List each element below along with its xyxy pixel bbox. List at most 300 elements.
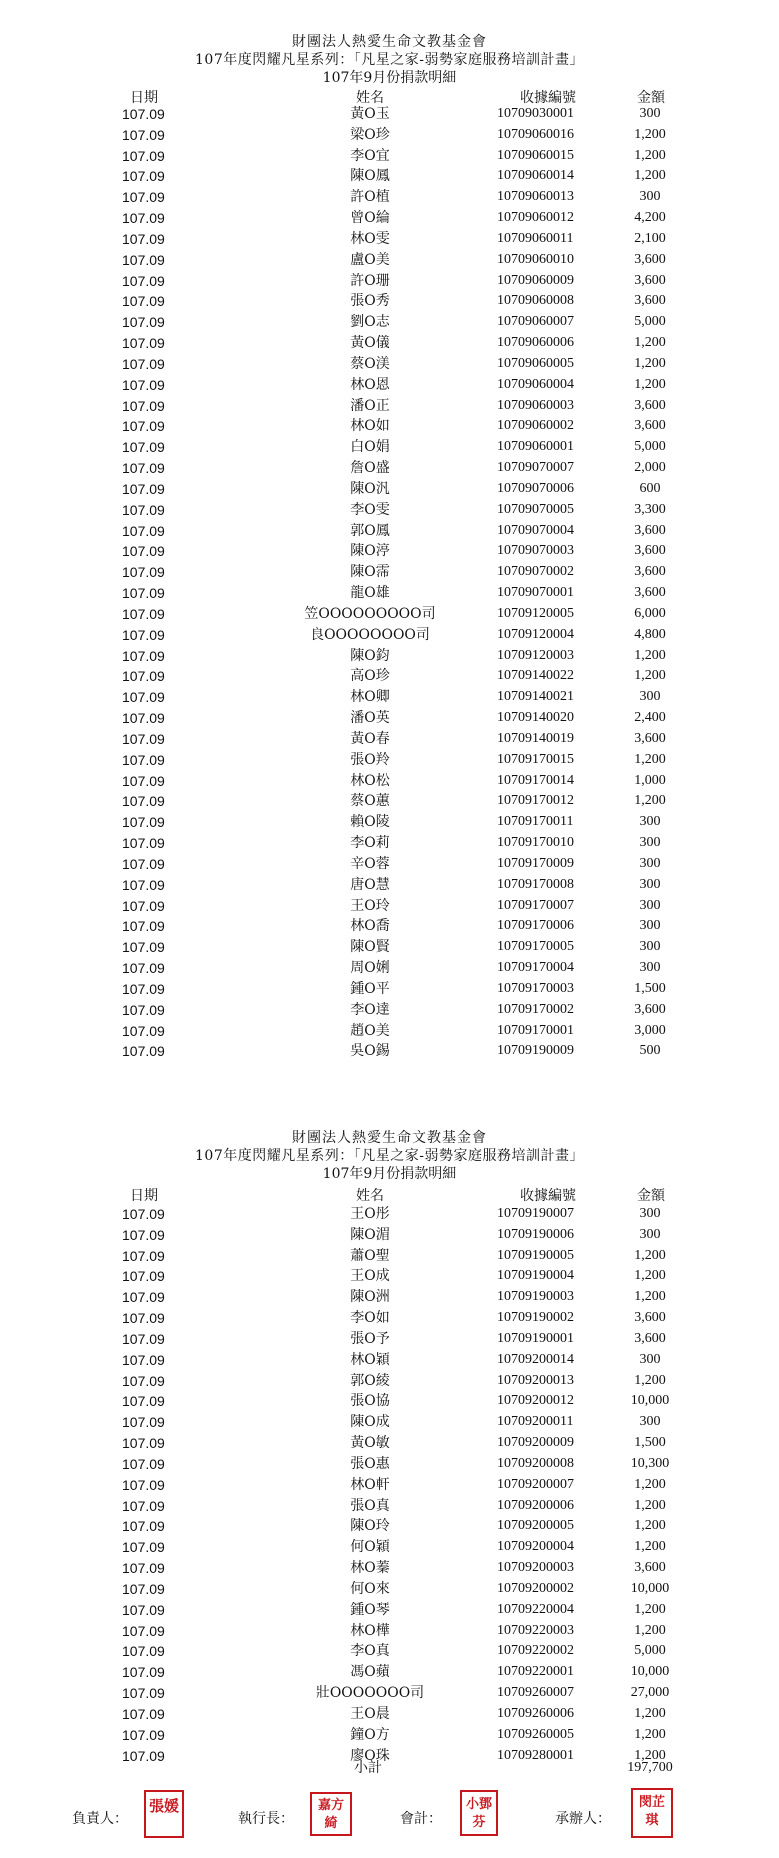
row-receipt: 10709170015 (497, 751, 574, 767)
table-row (0, 812, 779, 833)
table-row (0, 521, 779, 542)
row-date: 107.09 (122, 793, 165, 810)
row-receipt: 10709190007 (497, 1206, 574, 1221)
row-receipt: 10709260006 (497, 1705, 574, 1721)
row-amount: 300 (639, 939, 661, 955)
row-date: 107.09 (122, 1643, 165, 1660)
row-name: 林O樺 (350, 1622, 390, 1639)
row-amount: 4,800 (634, 626, 666, 642)
table-row (0, 1641, 779, 1662)
row-amount: 300 (639, 835, 661, 851)
row-amount: 3,600 (634, 1560, 666, 1576)
row-date: 107.09 (122, 1351, 165, 1368)
row-name: 許O植 (350, 189, 390, 206)
row-name: 詹O盛 (350, 460, 390, 477)
row-receipt: 10709060007 (497, 314, 574, 330)
row-name: 李O真 (350, 1643, 390, 1660)
row-amount: 300 (639, 1351, 661, 1367)
table-row (0, 416, 779, 437)
org-title-2: 財團法人熱愛生命文教基金會 (292, 1130, 487, 1146)
row-date: 107.09 (122, 418, 165, 435)
row-name: 郭O鳳 (350, 522, 390, 539)
row-name: 黃O儀 (350, 335, 390, 352)
row-receipt: 10709060010 (497, 251, 574, 267)
row-receipt: 10709200006 (497, 1497, 574, 1513)
row-receipt: 10709070001 (497, 585, 574, 601)
row-amount: 3,300 (634, 501, 666, 517)
header-date: 日期 (130, 1188, 158, 1204)
header-amount: 金額 (637, 90, 665, 106)
series-title: 107年度閃耀凡星系列：「凡星之家-弱勢家庭服務培訓計畫」 (195, 52, 584, 68)
row-receipt: 10709190004 (497, 1268, 574, 1284)
row-name: 鍾O琴 (350, 1601, 390, 1618)
row-amount: 1,200 (634, 376, 666, 392)
row-receipt: 10709170012 (497, 793, 574, 809)
row-receipt: 10709120004 (497, 626, 574, 642)
table-row (0, 916, 779, 937)
row-date: 107.09 (122, 1247, 165, 1264)
row-name: 潘O正 (350, 397, 390, 414)
subtotal-label: 小計 (354, 1760, 382, 1776)
row-amount: 1,200 (634, 1247, 666, 1263)
row-amount: 2,000 (634, 460, 666, 476)
row-date: 107.09 (122, 106, 165, 122)
row-receipt: 10709060009 (497, 272, 574, 288)
row-receipt: 10709200013 (497, 1372, 574, 1388)
row-name: 鍾O平 (350, 980, 390, 997)
row-receipt: 10709190001 (497, 1330, 574, 1346)
row-name: 陳O渟 (350, 543, 390, 560)
signature-label: 負責人： (72, 1811, 128, 1827)
row-amount: 3,600 (634, 251, 666, 267)
row-amount: 1,500 (634, 1435, 666, 1451)
row-receipt: 10709280001 (497, 1747, 574, 1763)
row-date: 107.09 (122, 147, 165, 164)
row-amount: 10,000 (630, 1393, 670, 1409)
row-name: 曾O綸 (350, 210, 390, 227)
row-date: 107.09 (122, 1560, 165, 1577)
row-receipt: 10709260007 (497, 1685, 574, 1701)
row-receipt: 10709030001 (497, 106, 574, 121)
row-receipt: 10709070003 (497, 543, 574, 559)
row-amount: 5,000 (634, 1643, 666, 1659)
row-amount: 300 (639, 106, 661, 121)
row-name: 白O娟 (350, 439, 390, 456)
row-amount: 2,100 (634, 230, 666, 246)
row-date: 107.09 (122, 397, 165, 414)
row-receipt: 10709260005 (497, 1726, 574, 1742)
row-date: 107.09 (122, 1268, 165, 1285)
table-row (0, 1000, 779, 1021)
row-name: 王O彤 (350, 1206, 390, 1222)
row-amount: 300 (639, 876, 661, 892)
row-receipt: 10709060006 (497, 335, 574, 351)
row-receipt: 10709060005 (497, 355, 574, 371)
row-name: 黃O玉 (350, 106, 390, 122)
table-row (0, 833, 779, 854)
row-name: 林O穎 (350, 1351, 390, 1368)
row-receipt: 10709200005 (497, 1518, 574, 1534)
row-name: 鐘O方 (350, 1726, 390, 1743)
row-receipt: 10709200008 (497, 1455, 574, 1471)
row-date: 107.09 (122, 960, 165, 977)
table-row (0, 271, 779, 292)
row-receipt: 10709170003 (497, 980, 574, 996)
table-row (0, 1600, 779, 1621)
row-date: 107.09 (122, 1539, 165, 1556)
row-name: 何O來 (350, 1580, 390, 1597)
row-amount: 1,200 (634, 1539, 666, 1555)
row-date: 107.09 (122, 918, 165, 935)
table-row (0, 708, 779, 729)
row-date: 107.09 (122, 751, 165, 768)
row-amount: 300 (639, 1414, 661, 1430)
signature-block (0, 1790, 779, 1850)
row-amount: 10,000 (630, 1580, 670, 1596)
row-name: 張O協 (350, 1393, 390, 1410)
row-receipt: 10709060004 (497, 376, 574, 392)
red-seal-stamp: 嘉方綺 (310, 1792, 352, 1836)
row-receipt: 10709200014 (497, 1351, 574, 1367)
row-date: 107.09 (122, 189, 165, 206)
row-name: 盧O美 (350, 251, 390, 268)
row-amount: 27,000 (630, 1685, 670, 1701)
row-name: 張O秀 (350, 293, 390, 310)
table-row (0, 562, 779, 583)
row-date: 107.09 (122, 564, 165, 581)
row-name: 李O如 (350, 1310, 390, 1327)
table-row (0, 1496, 779, 1517)
row-date: 107.09 (122, 501, 165, 518)
table-row (0, 958, 779, 979)
row-receipt: 10709220003 (497, 1622, 574, 1638)
row-date: 107.09 (122, 1226, 165, 1243)
row-receipt: 10709120005 (497, 605, 574, 621)
row-amount: 3,600 (634, 564, 666, 580)
row-receipt: 10709220001 (497, 1664, 574, 1680)
row-receipt: 10709200007 (497, 1476, 574, 1492)
row-name: 趙O美 (350, 1022, 390, 1039)
row-date: 107.09 (122, 543, 165, 560)
row-amount: 3,000 (634, 1022, 666, 1038)
row-amount: 3,600 (634, 1330, 666, 1346)
table-row (0, 1537, 779, 1558)
row-receipt: 10709140020 (497, 710, 574, 726)
row-date: 107.09 (122, 980, 165, 997)
row-receipt: 10709060011 (497, 230, 574, 246)
row-amount: 1,200 (634, 793, 666, 809)
row-date: 107.09 (122, 480, 165, 497)
table-row (0, 646, 779, 667)
row-amount: 4,200 (634, 210, 666, 226)
table-row (0, 1412, 779, 1433)
row-receipt: 10709060015 (497, 147, 574, 163)
row-date: 107.09 (122, 1685, 165, 1702)
subtotal-value: 197,700 (627, 1760, 673, 1775)
row-name: 唐O慧 (350, 876, 390, 893)
row-receipt: 10709170009 (497, 855, 574, 871)
row-name: 林O喬 (350, 918, 390, 935)
row-receipt: 10709170005 (497, 939, 574, 955)
table-row (0, 354, 779, 375)
row-name: 辛O蓉 (350, 855, 390, 872)
table-row (0, 104, 779, 125)
row-receipt: 10709170014 (497, 772, 574, 788)
period-title: 107年9月份捐款明細 (322, 70, 457, 86)
row-name: 林O卿 (350, 689, 390, 706)
row-amount: 1,200 (634, 1601, 666, 1617)
row-name: 笠OOOOOOOOO司 (304, 605, 436, 622)
row-receipt: 10709060001 (497, 439, 574, 455)
column-header-2 (0, 1186, 779, 1206)
row-date: 107.09 (122, 855, 165, 872)
row-date: 107.09 (122, 230, 165, 247)
row-date: 107.09 (122, 210, 165, 227)
row-amount: 5,000 (634, 314, 666, 330)
red-seal-stamp: 小鄧芬 (460, 1790, 498, 1836)
row-amount: 1,200 (634, 1289, 666, 1305)
row-date: 107.09 (122, 730, 165, 747)
table-row (0, 979, 779, 1000)
row-receipt: 10709070004 (497, 522, 574, 538)
row-receipt: 10709170010 (497, 835, 574, 851)
table-row (0, 146, 779, 167)
row-receipt: 10709200009 (497, 1435, 574, 1451)
row-amount: 300 (639, 814, 661, 830)
row-date: 107.09 (122, 1726, 165, 1743)
row-date: 107.09 (122, 1435, 165, 1452)
table-row (0, 375, 779, 396)
row-amount: 3,600 (634, 730, 666, 746)
table-row (0, 1246, 779, 1267)
row-receipt: 10709200011 (497, 1414, 574, 1430)
row-date: 107.09 (122, 772, 165, 789)
row-name: 林O松 (350, 772, 390, 789)
row-name: 陳O賢 (350, 939, 390, 956)
row-amount: 3,600 (634, 272, 666, 288)
signature-label: 執行長： (238, 1811, 294, 1827)
row-name: 馮O蘋 (350, 1664, 390, 1681)
row-receipt: 10709070007 (497, 460, 574, 476)
row-name: 王O晨 (350, 1705, 390, 1722)
row-date: 107.09 (122, 1497, 165, 1514)
table-row (0, 687, 779, 708)
row-amount: 1,200 (634, 1476, 666, 1492)
row-date: 107.09 (122, 1001, 165, 1018)
row-date: 107.09 (122, 835, 165, 852)
row-name: 陳O湄 (350, 1226, 390, 1243)
row-name: 李O宜 (350, 147, 390, 164)
table-row (0, 1350, 779, 1371)
row-receipt: 10709170008 (497, 876, 574, 892)
row-name: 李O莉 (350, 835, 390, 852)
row-name: 許O珊 (350, 272, 390, 289)
row-name: 張O惠 (350, 1455, 390, 1472)
row-amount: 3,600 (634, 418, 666, 434)
row-name: 蔡O渼 (350, 355, 390, 372)
table-row (0, 1041, 779, 1062)
row-name: 龍O雄 (350, 585, 390, 602)
row-date: 107.09 (122, 1747, 165, 1764)
row-name: 廖O珠 (350, 1747, 390, 1764)
row-date: 107.09 (122, 1664, 165, 1681)
table-row (0, 1704, 779, 1725)
row-name: 陳O鳳 (350, 168, 390, 185)
row-date: 107.09 (122, 460, 165, 477)
row-amount: 3,600 (634, 585, 666, 601)
row-date: 107.09 (122, 1310, 165, 1327)
row-receipt: 10709170004 (497, 960, 574, 976)
row-amount: 10,000 (630, 1664, 670, 1680)
row-date: 107.09 (122, 1601, 165, 1618)
row-date: 107.09 (122, 1393, 165, 1410)
red-seal-stamp: 張媛 (144, 1790, 184, 1838)
table-row (0, 1308, 779, 1329)
row-amount: 1,500 (634, 980, 666, 996)
row-amount: 500 (639, 1043, 661, 1059)
row-date: 107.09 (122, 1372, 165, 1389)
row-date: 107.09 (122, 126, 165, 143)
table-row (0, 854, 779, 875)
row-name: 陳O玲 (350, 1518, 390, 1535)
row-name: 林O軒 (350, 1476, 390, 1493)
row-amount: 1,200 (634, 1497, 666, 1513)
row-receipt: 10709060013 (497, 189, 574, 205)
row-date: 107.09 (122, 1622, 165, 1639)
row-receipt: 10709170001 (497, 1022, 574, 1038)
row-name: 周O娳 (350, 960, 390, 977)
series-title-2: 107年度閃耀凡星系列：「凡星之家-弱勢家庭服務培訓計畫」 (195, 1148, 584, 1164)
row-amount: 6,000 (634, 605, 666, 621)
table-row (0, 312, 779, 333)
row-name: 王O玲 (350, 897, 390, 914)
row-date: 107.09 (122, 1043, 165, 1060)
signature-label: 會計： (400, 1811, 442, 1827)
row-name: 壯OOOOOOO司 (315, 1685, 425, 1702)
row-name: 林O雯 (350, 230, 390, 247)
row-amount: 1,200 (634, 147, 666, 163)
table-row (0, 250, 779, 271)
row-amount: 300 (639, 897, 661, 913)
table-row (0, 1683, 779, 1704)
row-name: 陳O成 (350, 1414, 390, 1431)
table-row (0, 541, 779, 562)
table-row (0, 937, 779, 958)
row-date: 107.09 (122, 1330, 165, 1347)
row-date: 107.09 (122, 1022, 165, 1039)
row-date: 107.09 (122, 710, 165, 727)
table-row (0, 1391, 779, 1412)
row-receipt: 10709070002 (497, 564, 574, 580)
row-name: 蔡O蕙 (350, 793, 390, 810)
row-amount: 1,200 (634, 355, 666, 371)
table-row (0, 437, 779, 458)
row-amount: 1,200 (634, 1622, 666, 1638)
row-receipt: 10709170011 (497, 814, 574, 830)
row-receipt: 10709200003 (497, 1560, 574, 1576)
table-row (0, 750, 779, 771)
row-name: 劉O志 (350, 314, 390, 331)
row-receipt: 10709220004 (497, 1601, 574, 1617)
row-amount: 3,600 (634, 1001, 666, 1017)
row-receipt: 10709060014 (497, 168, 574, 184)
header-date: 日期 (130, 90, 158, 106)
row-name: 李O雯 (350, 501, 390, 518)
table-row (0, 604, 779, 625)
row-amount: 300 (639, 960, 661, 976)
row-amount: 1,200 (634, 751, 666, 767)
table-row (0, 1266, 779, 1287)
row-date: 107.09 (122, 647, 165, 664)
row-receipt: 10709170002 (497, 1001, 574, 1017)
row-amount: 1,200 (634, 1268, 666, 1284)
period-title-2: 107年9月份捐款明細 (322, 1166, 457, 1182)
row-date: 107.09 (122, 689, 165, 706)
table-row (0, 1725, 779, 1746)
row-date: 107.09 (122, 668, 165, 685)
row-date: 107.09 (122, 293, 165, 310)
row-name: 黃O春 (350, 730, 390, 747)
table-row (0, 1329, 779, 1350)
row-receipt: 10709070006 (497, 480, 574, 496)
table-row (0, 1454, 779, 1475)
table-row (0, 1621, 779, 1642)
header-name: 姓名 (356, 90, 384, 106)
row-date: 107.09 (122, 355, 165, 372)
row-receipt: 10709060003 (497, 397, 574, 413)
row-date: 107.09 (122, 1455, 165, 1472)
row-amount: 300 (639, 918, 661, 934)
row-date: 107.09 (122, 376, 165, 393)
row-name: 黃O敏 (350, 1435, 390, 1452)
row-date: 107.09 (122, 168, 165, 185)
row-date: 107.09 (122, 1580, 165, 1597)
table-row (0, 458, 779, 479)
row-name: 張O羚 (350, 751, 390, 768)
table-row (0, 1204, 779, 1225)
table-row (0, 771, 779, 792)
row-receipt: 10709140021 (497, 689, 574, 705)
row-date: 107.09 (122, 1289, 165, 1306)
table-row (0, 1371, 779, 1392)
table-row (0, 291, 779, 312)
row-amount: 1,200 (634, 1726, 666, 1742)
row-amount: 5,000 (634, 439, 666, 455)
row-amount: 1,200 (634, 1705, 666, 1721)
row-date: 107.09 (122, 876, 165, 893)
row-date: 107.09 (122, 626, 165, 643)
table-row (0, 625, 779, 646)
row-name: 郭O綾 (350, 1372, 390, 1389)
row-name: 林O蓁 (350, 1560, 390, 1577)
row-name: 賴O陵 (350, 814, 390, 831)
row-receipt: 10709200012 (497, 1393, 574, 1409)
row-amount: 1,200 (634, 647, 666, 663)
row-name: 何O穎 (350, 1539, 390, 1556)
row-receipt: 10709200002 (497, 1580, 574, 1596)
row-name: 陳O洲 (350, 1289, 390, 1306)
row-amount: 3,600 (634, 293, 666, 309)
row-amount: 1,200 (634, 335, 666, 351)
row-name: 吳O錫 (350, 1043, 390, 1060)
header-receipt: 收據編號 (520, 90, 576, 106)
row-amount: 1,200 (634, 1518, 666, 1534)
row-amount: 3,600 (634, 1310, 666, 1326)
row-name: 陳O汎 (350, 480, 390, 497)
table-row (0, 166, 779, 187)
org-title: 財團法人熱愛生命文教基金會 (292, 34, 487, 50)
row-name: 林O如 (350, 418, 390, 435)
